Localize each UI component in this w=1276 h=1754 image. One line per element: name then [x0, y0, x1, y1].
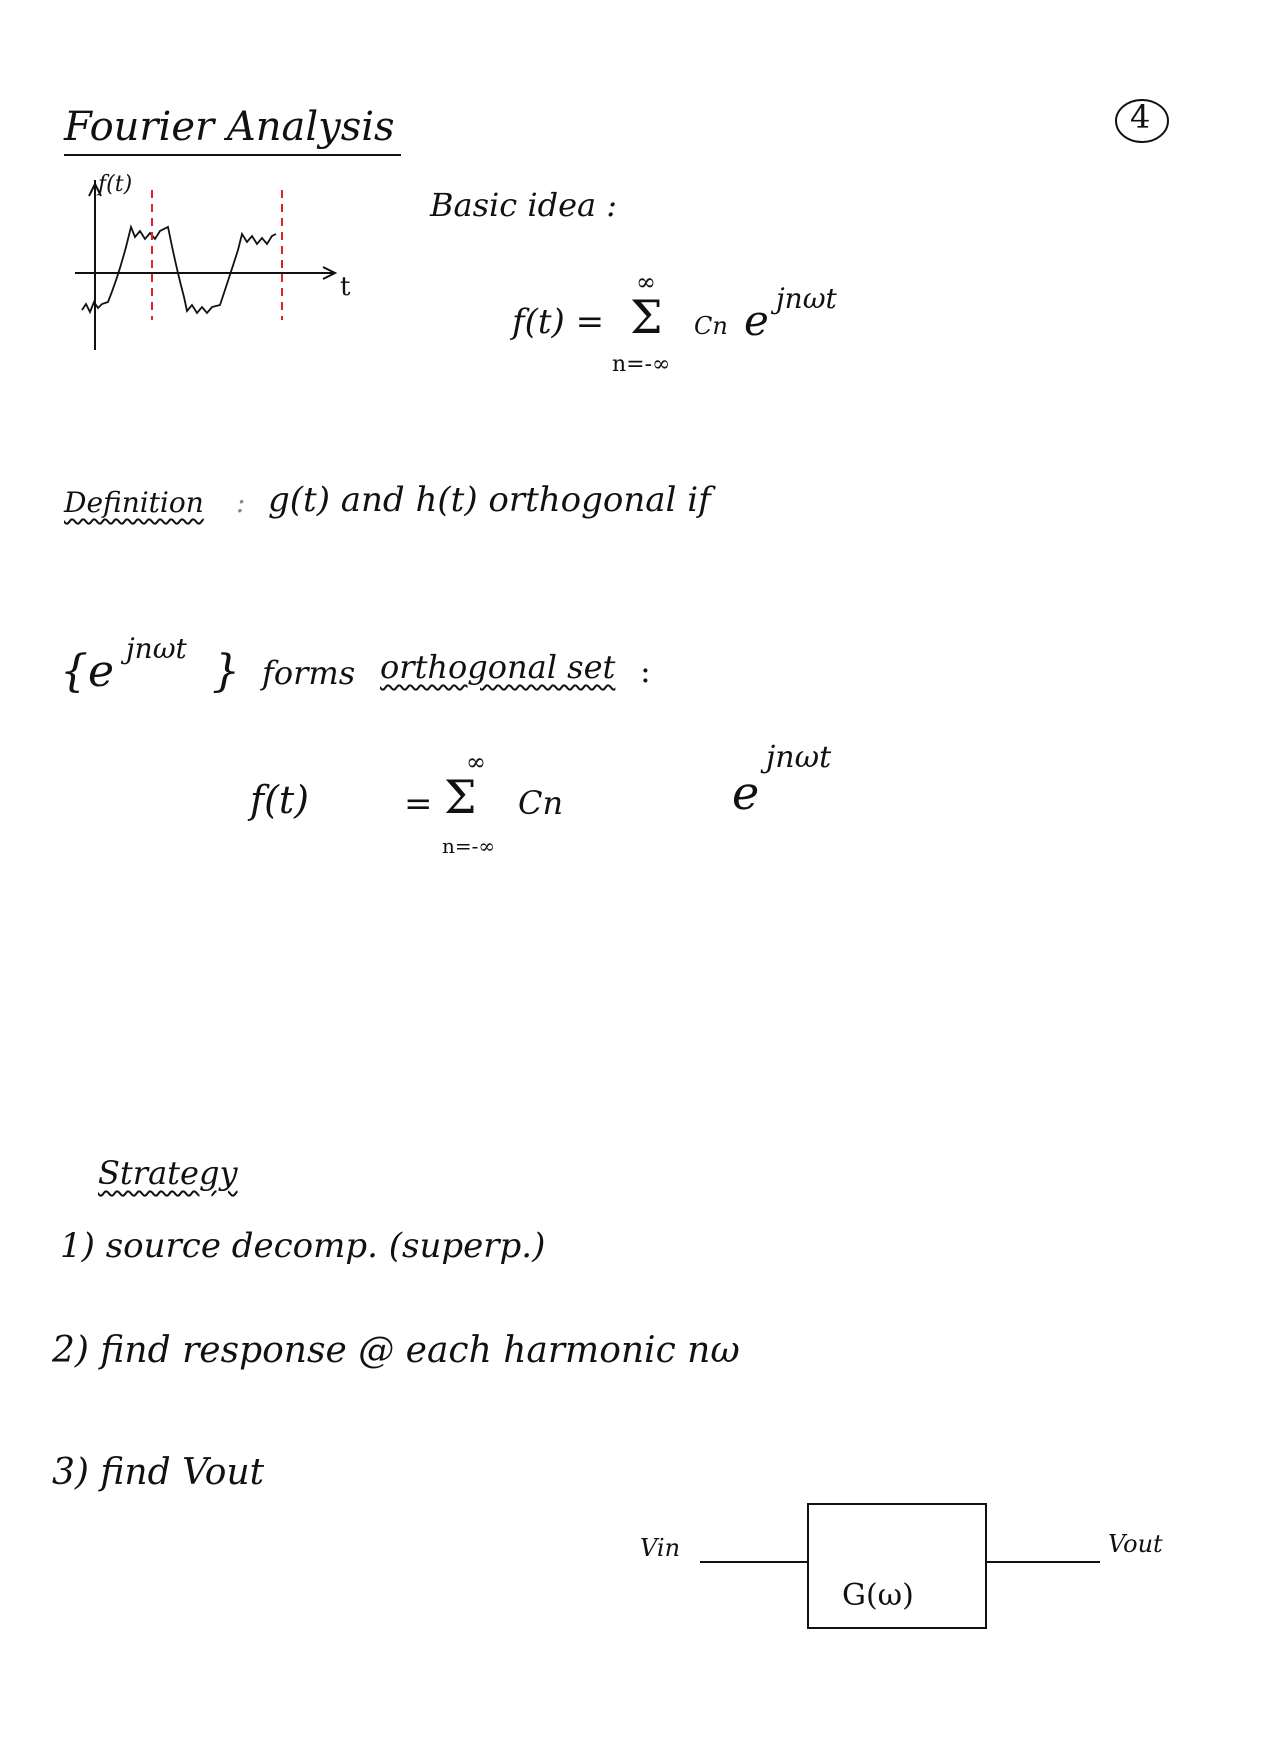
- definition-colon: :: [236, 486, 246, 519]
- definition-label: Definition: [64, 486, 204, 519]
- formula-lhs: f(t) =: [512, 302, 605, 342]
- expansion-lower-limit: n=-∞: [442, 834, 496, 858]
- expansion-coefficient: Cn: [518, 784, 564, 822]
- expansion-exp-power: jnωt: [766, 740, 832, 775]
- sigma-symbol: Σ: [630, 290, 663, 344]
- strategy-step-1: 1) source decomp. (superp.): [60, 1226, 546, 1266]
- sketch-x-label: t: [340, 272, 351, 302]
- input-label: Vin: [640, 1534, 681, 1562]
- formula-lower-limit: n=-∞: [612, 352, 671, 377]
- set-text-colon: :: [640, 652, 651, 690]
- set-close: }: [212, 646, 240, 697]
- expansion-lhs: f(t): [250, 778, 309, 822]
- page-number: 4: [1130, 98, 1151, 136]
- formula-upper-limit: ∞: [636, 268, 656, 296]
- set-text-forms: forms: [262, 654, 356, 692]
- sketch-y-label: f(t): [98, 172, 133, 197]
- set-power: jnωt: [126, 632, 187, 665]
- expansion-eq: =: [404, 784, 433, 824]
- strategy-step-3: 3) find Vout: [52, 1452, 265, 1493]
- strategy-heading: Strategy: [98, 1154, 238, 1192]
- expansion-exp-base: e: [732, 766, 760, 820]
- set-text-orthogonal: orthogonal set: [380, 648, 616, 686]
- output-label: Vout: [1108, 1530, 1163, 1558]
- strategy-step-2: 2) find response @ each harmonic nω: [52, 1330, 740, 1371]
- block-diagram: [690, 1500, 1110, 1640]
- set-open: {e: [60, 646, 115, 697]
- formula-coefficient: Cn: [694, 312, 728, 340]
- expansion-sigma: Σ: [444, 770, 477, 824]
- sketch-waveform: [82, 227, 276, 313]
- basic-idea-label: Basic idea :: [430, 186, 618, 224]
- formula-exp-base: e: [744, 296, 769, 345]
- expansion-upper-limit: ∞: [466, 748, 486, 776]
- page-title: Fourier Analysis: [64, 104, 401, 156]
- box-label: G(ω): [842, 1578, 914, 1613]
- formula-exp-power: jnωt: [776, 282, 837, 315]
- signal-sketch: [70, 180, 370, 360]
- definition-text: g(t) and h(t) orthogonal if: [268, 480, 711, 520]
